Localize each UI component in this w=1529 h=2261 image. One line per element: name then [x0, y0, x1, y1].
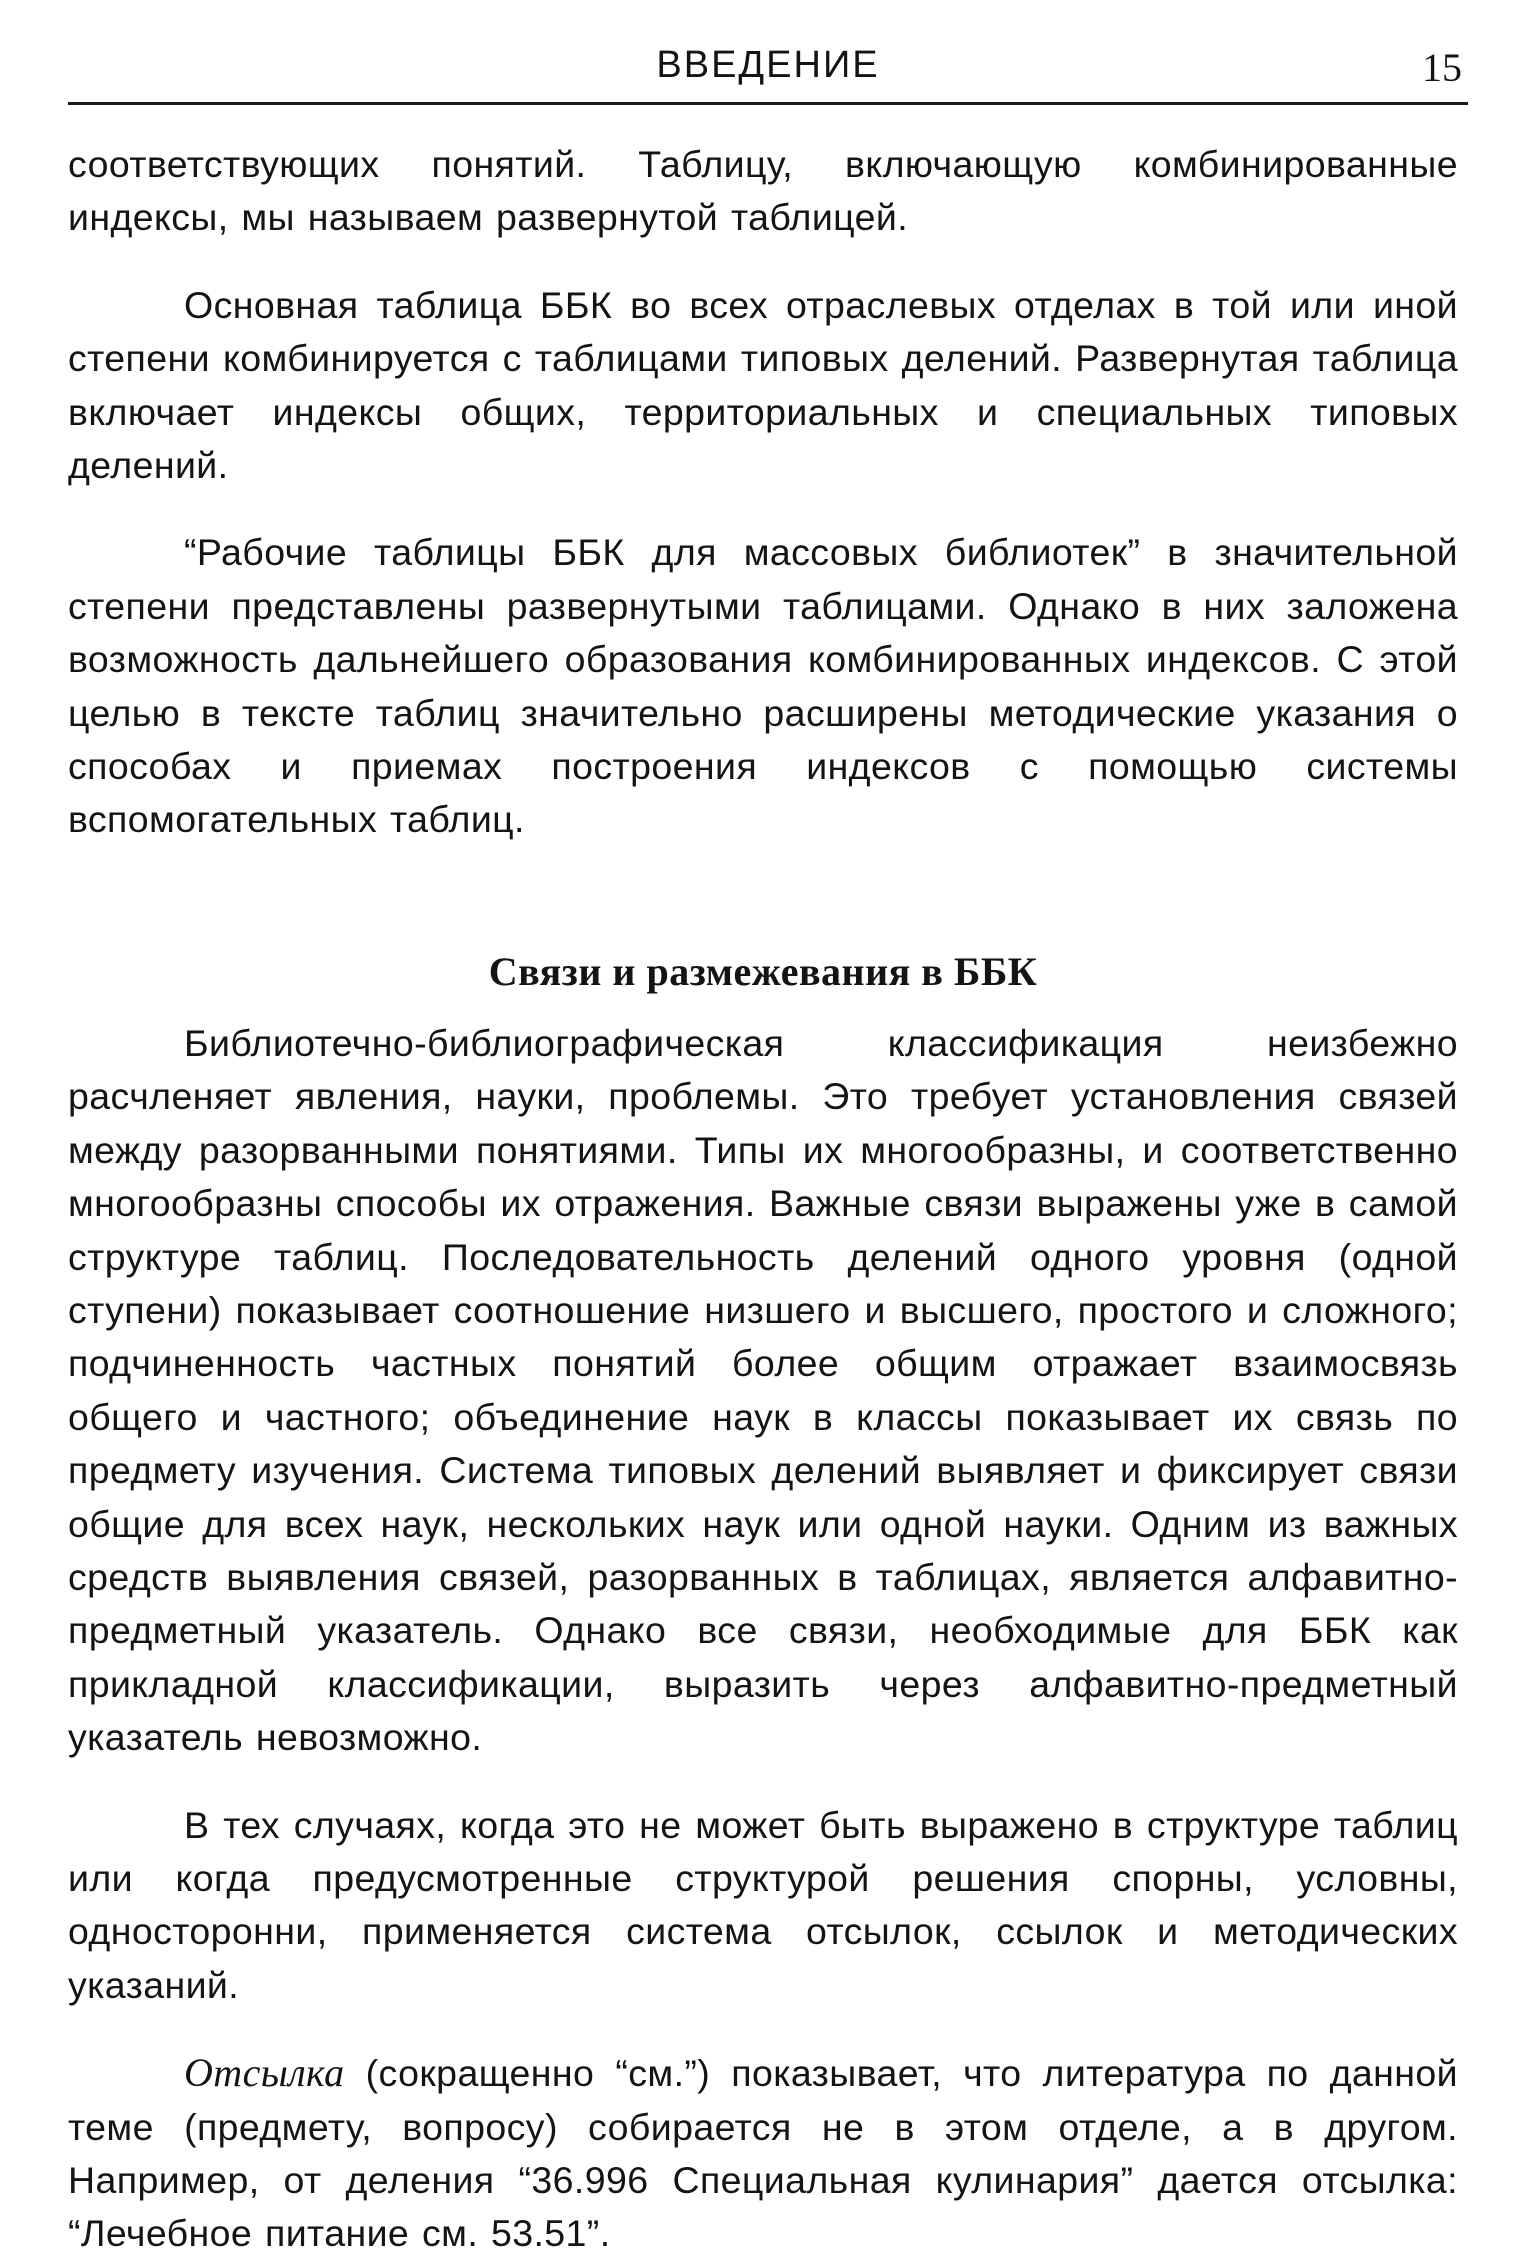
paragraph-reference-system: В тех случаях, когда это не может быть выражено в структуре таблиц или когда предусмотренные структурой решения спорны, условны, односторонни, применяется система отсылок, ссылок и методических указаний.: [68, 1803, 1458, 2006]
running-title: ВВЕДЕНИЕ: [656, 44, 880, 86]
paragraph-continuation: соответствующих понятий. Таблицу, включающую комбинированные индексы, мы называем развернутой таблицей.: [68, 143, 1458, 239]
term-cross-reference: Отсылка: [184, 2050, 345, 2096]
book-page: [68, 0, 1462, 2255]
body-text: [68, 138, 1458, 2261]
page-number: 15: [1422, 45, 1462, 90]
cross-reference-text: (сокращенно “см.”) показывает, что литература по данной теме (предмету, вопросу) собирается не в этом отделе, а в другом. Например, от деления “36.996 Специальная кулинария” дается отсылка: “Лечебное питание см. 53.51”.: [68, 2052, 1458, 2255]
section-title: Связи и размежевания в ББК: [488, 948, 1038, 994]
paragraph-main-table: Основная таблица ББК во всех отраслевых отделах в той или иной степени комбинируется с таблицами типовых делений. Развернутая таблица включает индексы общих, территориальных и специальных типовых делений.: [68, 283, 1458, 487]
paragraph-cross-reference: [68, 2046, 1458, 2261]
running-header: [68, 40, 1468, 105]
paragraph-working-tables: “Рабочие таблицы ББК для массовых библиотек” в значительной степени представлены развернутыми таблицами. Однако в них заложена возможность дальнейшего образования комбинированных индексов. С этой целью в тексте таблиц значительно расширены методические указания о способах и приемах построения индексов с помощью системы вспомогательных таблиц.: [68, 531, 1458, 841]
paragraph-classification-links: Библиотечно-библиографическая классификация неизбежно расчленяет явления, науки, проблемы. Это требует установления связей между разорванными понятиями. Типы их многообразны, и соответственно многообразны способы их отражения. Важные связи выражены уже в самой структуре таблиц. Последовательность делений одного уровня (одной ступени) показывает соотношение низшего и высшего, простого и сложного; подчиненность частных понятий более общим отражает взаимосвязь общего и частного; объединение наук в классы показывает их связь по предмету изучения. Система типовых делений выявляет и фиксирует связи общие для всех наук, нескольких наук или одной науки. Одним из важных средств выявления связей, разорванных в таблицах, является алфавитно-предметный указатель. Однако все связи, необходимые для ББК как прикладной классификации, выразить через алфавитно-предметный указатель невозможно.: [68, 1021, 1458, 1759]
